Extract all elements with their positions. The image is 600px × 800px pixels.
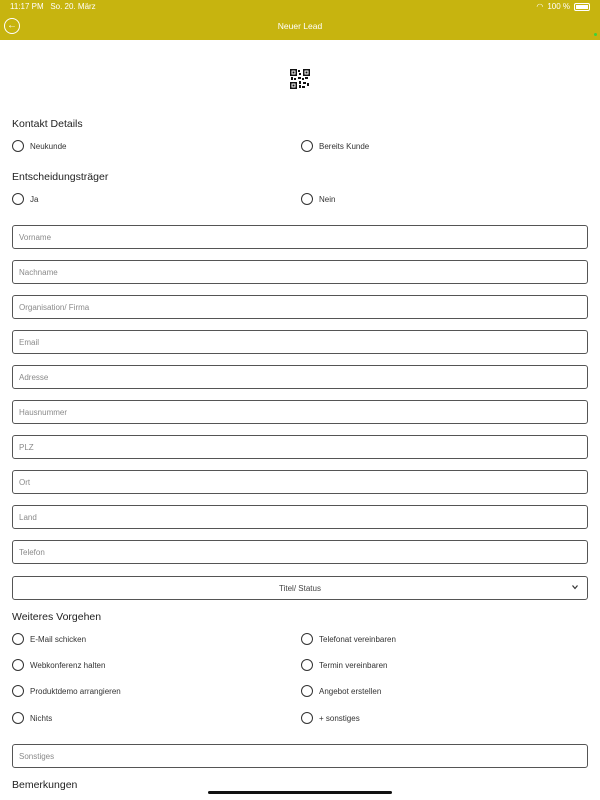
vorgehen-heading: Weiteres Vorgehen [12, 611, 102, 623]
kontakt-heading: Kontakt Details [12, 118, 83, 130]
radio-circle[interactable] [12, 193, 24, 205]
radio-webkonferenz[interactable] [12, 659, 105, 671]
radio-label: E-Mail schicken [30, 634, 87, 644]
radio-circle[interactable] [301, 193, 313, 205]
arrow-left-icon: ← [7, 20, 17, 31]
radio-email-schicken[interactable] [12, 633, 86, 645]
radio-label: Telefonat vereinbaren [319, 634, 396, 644]
indicator-dot [594, 33, 597, 36]
date-text: So. 20. März [50, 2, 96, 11]
battery-icon [574, 3, 590, 11]
telefon-field[interactable] [12, 540, 588, 564]
vorname-field[interactable] [12, 225, 588, 249]
battery-text: 100 % [547, 2, 570, 11]
entscheidung-heading: Entscheidungsträger [12, 171, 109, 183]
radio-circle[interactable] [12, 685, 24, 697]
radio-label: Ja [30, 194, 39, 204]
radio-label: Webkonferenz halten [30, 660, 106, 670]
top-bar [0, 0, 600, 40]
nachname-field[interactable] [12, 260, 588, 284]
radio-circle[interactable] [12, 633, 24, 645]
radio-angebot[interactable] [301, 685, 381, 697]
radio-bereits-kunde[interactable] [301, 140, 369, 152]
radio-neukunde[interactable] [12, 140, 66, 152]
bemerkungen-heading: Bemerkungen [12, 779, 78, 791]
radio-label: Termin vereinbaren [319, 660, 388, 670]
radio-telefonat[interactable] [301, 633, 396, 645]
radio-circle[interactable] [301, 712, 313, 724]
chevron-down-icon [571, 583, 579, 591]
status-select-label: Titel/ Status [279, 583, 321, 593]
sonstiges-field[interactable] [12, 744, 588, 768]
radio-nichts[interactable] [12, 712, 52, 724]
radio-circle[interactable] [301, 140, 313, 152]
radio-circle[interactable] [301, 659, 313, 671]
radio-nein[interactable] [301, 193, 335, 205]
radio-label: + sonstiges [319, 713, 360, 723]
radio-label: Nein [319, 194, 336, 204]
radio-label: Neukunde [30, 141, 67, 151]
radio-label: Angebot erstellen [319, 686, 382, 696]
radio-circle[interactable] [12, 659, 24, 671]
plz-field[interactable] [12, 435, 588, 459]
radio-circle[interactable] [301, 685, 313, 697]
hausnummer-field[interactable] [12, 400, 588, 424]
time-text: 11:17 PM [10, 2, 44, 11]
radio-circle[interactable] [12, 140, 24, 152]
status-select[interactable] [12, 576, 588, 600]
radio-sonstiges[interactable] [301, 712, 360, 724]
land-field[interactable] [12, 505, 588, 529]
home-indicator[interactable] [208, 791, 392, 794]
adresse-field[interactable] [12, 365, 588, 389]
radio-ja[interactable] [12, 193, 38, 205]
organisation-field[interactable] [12, 295, 588, 319]
radio-label: Bereits Kunde [319, 141, 370, 151]
status-time [10, 2, 96, 11]
radio-produktdemo[interactable] [12, 685, 121, 697]
email-field[interactable] [12, 330, 588, 354]
status-indicators [536, 2, 590, 11]
page-title: Neuer Lead [277, 21, 323, 31]
radio-circle[interactable] [301, 633, 313, 645]
radio-label: Nichts [30, 713, 53, 723]
ort-field[interactable] [12, 470, 588, 494]
qr-code-icon[interactable] [290, 69, 310, 89]
radio-circle[interactable] [12, 712, 24, 724]
wifi-icon: ◠ [536, 2, 544, 11]
radio-label: Produktdemo arrangieren [30, 686, 121, 696]
radio-termin[interactable] [301, 659, 387, 671]
